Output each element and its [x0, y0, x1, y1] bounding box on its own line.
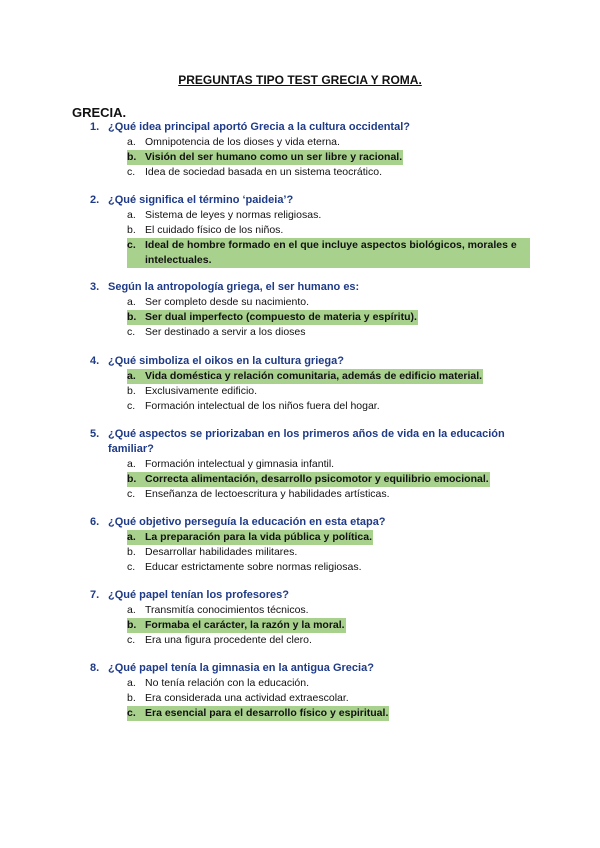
question-2: [90, 193, 530, 268]
option: [127, 399, 530, 414]
option-text: Ser dual imperfecto (compuesto de materia y espíritu).: [145, 311, 417, 323]
option-letter: c.: [127, 326, 136, 338]
option: [127, 457, 530, 472]
option-text: Ser completo desde su nacimiento.: [145, 296, 310, 308]
option-text: Formaba el carácter, la razón y la moral.: [145, 619, 345, 631]
question-number: 2.: [90, 194, 100, 206]
option-letter: c.: [127, 561, 136, 573]
option-text: Era una figura procedente del clero.: [145, 634, 312, 646]
option-text: Exclusivamente edificio.: [145, 385, 258, 397]
option-text: Transmitía conocimientos técnicos.: [145, 604, 309, 616]
option: [127, 545, 530, 560]
correct-option: [127, 150, 530, 165]
option-letter: b.: [127, 546, 136, 558]
option-text: Ideal de hombre formado en el que incluye aspectos biológicos, morales e intelectuales.: [145, 238, 530, 268]
question-4: [90, 354, 530, 414]
option: [127, 325, 530, 340]
option-text: Vida doméstica y relación comunitaria, además de edificio material.: [145, 370, 483, 382]
question-3: [90, 280, 530, 340]
option-text: Era considerada una actividad extraescolar.: [145, 692, 349, 704]
correct-option: [127, 618, 530, 633]
option-letter: c.: [127, 238, 145, 268]
question-header: [90, 354, 530, 369]
option-letter: c.: [127, 488, 136, 500]
option-letter: b.: [127, 310, 145, 325]
question-header: [90, 588, 530, 603]
option-letter: a.: [127, 530, 145, 545]
question-number: 7.: [90, 589, 100, 601]
option-letter: c.: [127, 400, 136, 412]
correct-option: [127, 530, 530, 545]
option-letter: b.: [127, 692, 136, 704]
section-heading: GRECIA.: [72, 105, 127, 120]
question-5: [90, 427, 530, 502]
option-letter: a.: [127, 209, 136, 221]
question-text: Según la antropología griega, el ser humano es:: [108, 281, 360, 293]
option: [127, 487, 530, 502]
option: [127, 208, 530, 223]
question-text: ¿Qué papel tenían los profesores?: [108, 589, 289, 601]
question-6: [90, 515, 530, 575]
option-text: Formación intelectual de los niños fuera del hogar.: [145, 400, 380, 412]
question-header: [90, 661, 530, 676]
option: [127, 676, 530, 691]
option: [127, 165, 530, 180]
option-text: Sistema de leyes y normas religiosas.: [145, 209, 322, 221]
option-text: No tenía relación con la educación.: [145, 677, 310, 689]
question-number: 1.: [90, 121, 100, 133]
option: [127, 560, 530, 575]
option-letter: b.: [127, 385, 136, 397]
option-letter: b.: [127, 150, 145, 165]
question-text: ¿Qué significa el término ‘paideia’?: [108, 194, 294, 206]
option-text: Omnipotencia de los dioses y vida eterna.: [145, 136, 340, 148]
question-number: 4.: [90, 355, 100, 367]
question-7: [90, 588, 530, 648]
option-text: Correcta alimentación, desarrollo psicomotor y equilibrio emocional.: [145, 473, 489, 485]
option-text: Ser destinado a servir a los dioses: [145, 326, 306, 338]
option-letter: c.: [127, 634, 136, 646]
correct-option: [127, 369, 530, 384]
option-letter: a.: [127, 296, 136, 308]
question-header: [90, 427, 530, 457]
option: [127, 135, 530, 150]
option-text: Educar estrictamente sobre normas religiosas.: [145, 561, 362, 573]
option-letter: a.: [127, 677, 136, 689]
correct-option: [127, 310, 530, 325]
correct-option: [127, 472, 530, 487]
question-header: [90, 280, 530, 295]
option: [127, 384, 530, 399]
correct-option: [127, 706, 530, 721]
option-letter: c.: [127, 166, 136, 178]
correct-option: [127, 238, 530, 268]
document-title: PREGUNTAS TIPO TEST GRECIA Y ROMA.: [178, 73, 422, 87]
option: [127, 691, 530, 706]
option: [127, 633, 530, 648]
option-letter: b.: [127, 618, 145, 633]
question-number: 8.: [90, 662, 100, 674]
question-number: 3.: [90, 281, 100, 293]
option-letter: b.: [127, 224, 136, 236]
option-text: Enseñanza de lectoescritura y habilidades artísticas.: [145, 488, 390, 500]
question-header: [90, 120, 530, 135]
option-text: Idea de sociedad basada en un sistema teocrático.: [145, 166, 382, 178]
option-letter: a.: [127, 458, 136, 470]
question-number: 6.: [90, 516, 100, 528]
option: [127, 603, 530, 618]
option-text: Desarrollar habilidades militares.: [145, 546, 298, 558]
option-text: El cuidado físico de los niños.: [145, 224, 284, 236]
option-text: Era esencial para el desarrollo físico y espiritual.: [145, 707, 389, 719]
option-letter: b.: [127, 472, 145, 487]
option-text: Formación intelectual y gimnasia infantil.: [145, 458, 335, 470]
option-letter: c.: [127, 706, 145, 721]
question-text: ¿Qué papel tenía la gimnasia en la antigua Grecia?: [108, 662, 374, 674]
question-text: ¿Qué objetivo perseguía la educación en esta etapa?: [108, 516, 386, 528]
option: [127, 223, 530, 238]
question-text: ¿Qué idea principal aportó Grecia a la cultura occidental?: [108, 121, 410, 133]
question-number: 5.: [90, 428, 100, 440]
option-text: Visión del ser humano como un ser libre y racional.: [145, 151, 403, 163]
question-header: [90, 515, 530, 530]
option-letter: a.: [127, 136, 136, 148]
question-1: [90, 120, 530, 180]
question-text: ¿Qué aspectos se priorizaban en los primeros años de vida en la educación familiar?: [108, 428, 505, 455]
option: [127, 295, 530, 310]
question-header: [90, 193, 530, 208]
option-letter: a.: [127, 369, 145, 384]
question-8: [90, 661, 530, 721]
question-text: ¿Qué simboliza el oikos en la cultura griega?: [108, 355, 344, 367]
option-text: La preparación para la vida pública y política.: [145, 531, 372, 543]
option-letter: a.: [127, 604, 136, 616]
